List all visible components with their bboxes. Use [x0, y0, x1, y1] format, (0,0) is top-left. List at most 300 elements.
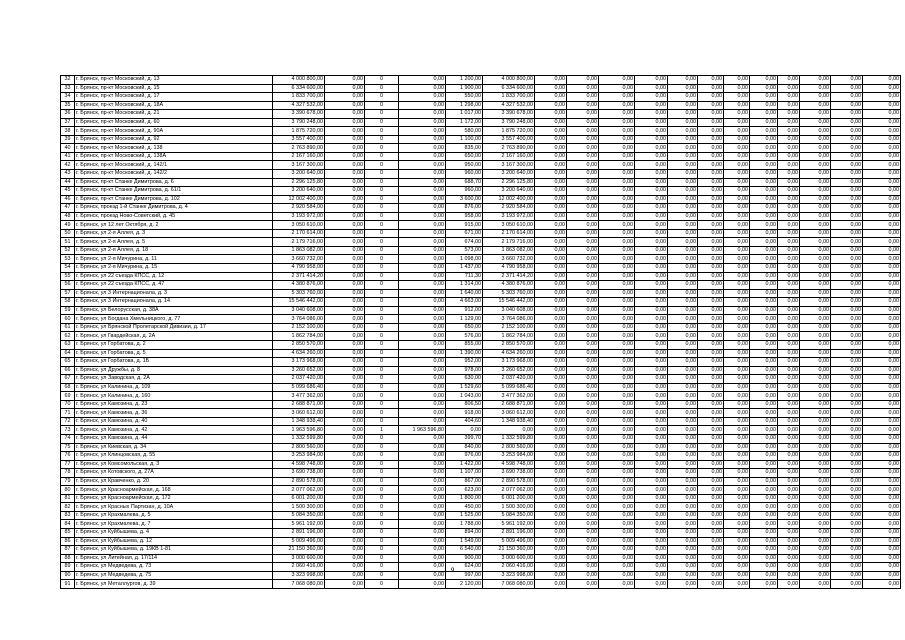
- cell-zero: 0,00: [863, 152, 901, 161]
- cell-c6: 1 437,00: [446, 264, 483, 273]
- cell-zero: 0,00: [724, 580, 750, 589]
- cell-zero: 0,00: [750, 375, 778, 384]
- cell-c7: 2 800 560,00: [483, 443, 535, 452]
- cell-c4: 0: [365, 110, 399, 119]
- cell-total: 3 000 600,00: [273, 554, 325, 563]
- cell-zero: 0,00: [831, 101, 863, 110]
- cell-zero: 0,00: [724, 400, 750, 409]
- cell-zero: 0,00: [724, 110, 750, 119]
- cell-c7: 3 323 998,00: [483, 571, 535, 580]
- cell-zero: 0,00: [599, 204, 635, 213]
- cell-zero: 0,00: [668, 563, 698, 572]
- table-row: [61, 417, 901, 426]
- cell-zero: 0,00: [535, 238, 567, 247]
- cell-c4: 0: [365, 400, 399, 409]
- cell-c7: 1 348 938,40: [483, 417, 535, 426]
- cell-c6: 1 100,00: [446, 135, 483, 144]
- cell-zero: 0,00: [863, 580, 901, 589]
- cell-c5: 1 963 596,80: [399, 426, 446, 435]
- cell-zero: 0,00: [698, 452, 724, 461]
- cell-c5: 0,00: [399, 289, 446, 298]
- cell-zero: 0,00: [831, 486, 863, 495]
- cell-zero: 0,00: [724, 528, 750, 537]
- cell-zero: 0,00: [599, 358, 635, 367]
- cell-total: 1 963 596,80: [273, 426, 325, 435]
- cell-zero: 0,00: [635, 332, 668, 341]
- cell-zero: 0,00: [698, 486, 724, 495]
- cell-c7: 1 862 784,00: [483, 332, 535, 341]
- cell-c3: 0,00: [325, 469, 365, 478]
- cell-addr: г. Брянск, ул Камозина, д. 36: [75, 409, 273, 418]
- cell-total: 4 598 748,00: [273, 460, 325, 469]
- cell-zero: 0,00: [635, 76, 668, 85]
- cell-zero: 0,00: [724, 434, 750, 443]
- cell-c6: 978,00: [446, 366, 483, 375]
- cell-zero: 0,00: [599, 238, 635, 247]
- cell-zero: 0,00: [863, 486, 901, 495]
- cell-c4: 0: [365, 238, 399, 247]
- cell-total: 2 890 578,00: [273, 477, 325, 486]
- cell-total: 15 546 442,00: [273, 298, 325, 307]
- cell-zero: 0,00: [778, 238, 800, 247]
- cell-zero: 0,00: [635, 93, 668, 102]
- cell-zero: 0,00: [800, 443, 831, 452]
- cell-zero: 0,00: [800, 400, 831, 409]
- cell-c4: 0: [365, 178, 399, 187]
- cell-c6: 630,00: [446, 375, 483, 384]
- cell-zero: 0,00: [800, 340, 831, 349]
- cell-zero: 0,00: [698, 135, 724, 144]
- cell-total: 3 040 608,00: [273, 306, 325, 315]
- cell-c4: 0: [365, 246, 399, 255]
- cell-c4: 0: [365, 144, 399, 153]
- cell-zero: 0,00: [800, 375, 831, 384]
- cell-zero: 0,00: [698, 289, 724, 298]
- cell-c6: 623,00: [446, 486, 483, 495]
- cell-zero: 0,00: [831, 281, 863, 290]
- cell-zero: 0,00: [668, 571, 698, 580]
- cell-total: 2 170 614,00: [273, 229, 325, 238]
- cell-c4: 0: [365, 443, 399, 452]
- cell-zero: 0,00: [800, 426, 831, 435]
- cell-zero: 0,00: [750, 332, 778, 341]
- cell-c7: 3 260 652,00: [483, 366, 535, 375]
- cell-c6: 688,70: [446, 178, 483, 187]
- cell-zero: 0,00: [535, 101, 567, 110]
- table-row: [61, 340, 901, 349]
- cell-zero: 0,00: [800, 93, 831, 102]
- table-row: [61, 187, 901, 196]
- table-row: [61, 281, 901, 290]
- cell-zero: 0,00: [698, 127, 724, 136]
- cell-c7: 1 875 720,00: [483, 127, 535, 136]
- cell-zero: 0,00: [750, 554, 778, 563]
- cell-c4: 0: [365, 486, 399, 495]
- table-row: [61, 161, 901, 170]
- table-body: [61, 76, 901, 589]
- cell-zero: 0,00: [800, 477, 831, 486]
- table-row: [61, 229, 901, 238]
- cell-c3: 0,00: [325, 238, 365, 247]
- cell-zero: 0,00: [750, 255, 778, 264]
- cell-zero: 0,00: [567, 528, 599, 537]
- cell-zero: 0,00: [599, 332, 635, 341]
- cell-addr: г. Брянск, ул 2-я Мичурина, д. 11: [75, 255, 273, 264]
- cell-zero: 0,00: [599, 426, 635, 435]
- cell-zero: 0,00: [831, 563, 863, 572]
- cell-zero: 0,00: [599, 580, 635, 589]
- cell-zero: 0,00: [599, 392, 635, 401]
- cell-zero: 0,00: [724, 460, 750, 469]
- buildings-table: [60, 75, 901, 589]
- cell-c7: 1 833 700,00: [483, 93, 535, 102]
- cell-zero: 0,00: [635, 366, 668, 375]
- cell-zero: 0,00: [778, 460, 800, 469]
- cell-n: 76: [61, 452, 75, 461]
- cell-zero: 0,00: [863, 460, 901, 469]
- cell-zero: 0,00: [800, 332, 831, 341]
- cell-zero: 0,00: [831, 289, 863, 298]
- cell-total: 3 477 362,00: [273, 392, 325, 401]
- cell-zero: 0,00: [750, 443, 778, 452]
- cell-zero: 0,00: [831, 118, 863, 127]
- cell-zero: 0,00: [778, 204, 800, 213]
- cell-zero: 0,00: [668, 84, 698, 93]
- cell-zero: 0,00: [750, 204, 778, 213]
- cell-n: 71: [61, 409, 75, 418]
- cell-zero: 0,00: [668, 460, 698, 469]
- cell-n: 67: [61, 375, 75, 384]
- cell-zero: 0,00: [535, 323, 567, 332]
- cell-c3: 0,00: [325, 571, 365, 580]
- cell-zero: 0,00: [668, 417, 698, 426]
- cell-zero: 0,00: [831, 383, 863, 392]
- cell-zero: 0,00: [750, 434, 778, 443]
- cell-zero: 0,00: [535, 255, 567, 264]
- cell-zero: 0,00: [635, 563, 668, 572]
- cell-zero: 0,00: [800, 110, 831, 119]
- cell-zero: 0,00: [831, 358, 863, 367]
- cell-c6: 912,00: [446, 306, 483, 315]
- cell-zero: 0,00: [724, 93, 750, 102]
- cell-zero: 0,00: [535, 460, 567, 469]
- cell-zero: 0,00: [668, 340, 698, 349]
- cell-c7: 4 634 260,00: [483, 349, 535, 358]
- cell-zero: 0,00: [599, 409, 635, 418]
- cell-total: 3 323 998,00: [273, 571, 325, 580]
- cell-zero: 0,00: [750, 366, 778, 375]
- cell-zero: 0,00: [599, 289, 635, 298]
- cell-zero: 0,00: [567, 264, 599, 273]
- cell-c5: 0,00: [399, 460, 446, 469]
- table-row: [61, 135, 901, 144]
- cell-total: 2 800 560,00: [273, 443, 325, 452]
- cell-zero: 0,00: [831, 571, 863, 580]
- cell-c5: 0,00: [399, 571, 446, 580]
- cell-c4: 0: [365, 212, 399, 221]
- cell-zero: 0,00: [724, 127, 750, 136]
- cell-c7: 4 598 748,00: [483, 460, 535, 469]
- cell-c7: 2 179 716,00: [483, 238, 535, 247]
- cell-zero: 0,00: [750, 417, 778, 426]
- cell-zero: 0,00: [831, 511, 863, 520]
- cell-addr: г. Брянск, ул Брянской Пролетарской Дивизии, д. 17: [75, 323, 273, 332]
- cell-n: 53: [61, 255, 75, 264]
- cell-zero: 0,00: [635, 477, 668, 486]
- cell-zero: 0,00: [778, 118, 800, 127]
- cell-addr: г. Брянск, пр-кт Станке Димитрова, д. 102: [75, 195, 273, 204]
- table-row: [61, 315, 901, 324]
- cell-c4: 0: [365, 76, 399, 85]
- cell-zero: 0,00: [668, 426, 698, 435]
- cell-addr: г. Брянск, пр-кт Московский, д. 17: [75, 93, 273, 102]
- cell-c6: 876,00: [446, 204, 483, 213]
- table-row: [61, 101, 901, 110]
- cell-zero: 0,00: [724, 144, 750, 153]
- cell-total: 5 303 760,00: [273, 289, 325, 298]
- cell-c4: 0: [365, 469, 399, 478]
- cell-c7: 2 296 125,80: [483, 178, 535, 187]
- cell-total: 3 200 640,00: [273, 187, 325, 196]
- cell-zero: 0,00: [698, 272, 724, 281]
- cell-zero: 0,00: [750, 571, 778, 580]
- table-row: [61, 580, 901, 589]
- cell-addr: г. Брянск, ул 2-я Мичурина, д. 15: [75, 264, 273, 273]
- cell-c7: 1 332 599,80: [483, 434, 535, 443]
- cell-zero: 0,00: [800, 383, 831, 392]
- cell-zero: 0,00: [863, 409, 901, 418]
- cell-c5: 0,00: [399, 477, 446, 486]
- cell-n: 57: [61, 289, 75, 298]
- cell-zero: 0,00: [535, 178, 567, 187]
- cell-total: 3 193 972,00: [273, 212, 325, 221]
- cell-zero: 0,00: [800, 144, 831, 153]
- cell-zero: 0,00: [535, 452, 567, 461]
- cell-zero: 0,00: [599, 195, 635, 204]
- cell-addr: г. Брянск, ул 22 съезда КПСС, д. 12: [75, 272, 273, 281]
- cell-zero: 0,00: [750, 392, 778, 401]
- cell-zero: 0,00: [750, 289, 778, 298]
- cell-zero: 0,00: [698, 511, 724, 520]
- table-row: [61, 323, 901, 332]
- cell-zero: 0,00: [698, 298, 724, 307]
- cell-zero: 0,00: [778, 366, 800, 375]
- cell-zero: 0,00: [800, 246, 831, 255]
- cell-zero: 0,00: [635, 426, 668, 435]
- cell-c4: 0: [365, 93, 399, 102]
- cell-zero: 0,00: [535, 289, 567, 298]
- cell-zero: 0,00: [724, 383, 750, 392]
- cell-zero: 0,00: [778, 110, 800, 119]
- cell-zero: 0,00: [698, 315, 724, 324]
- cell-addr: г. Брянск, пр-кт Московский, д. 142/1: [75, 161, 273, 170]
- cell-zero: 0,00: [698, 212, 724, 221]
- cell-zero: 0,00: [567, 409, 599, 418]
- cell-n: 39: [61, 135, 75, 144]
- cell-zero: 0,00: [635, 503, 668, 512]
- cell-n: 35: [61, 101, 75, 110]
- table-row: [61, 289, 901, 298]
- cell-n: 46: [61, 195, 75, 204]
- cell-c7: 3 050 610,00: [483, 221, 535, 230]
- cell-zero: 0,00: [778, 434, 800, 443]
- cell-n: 83: [61, 511, 75, 520]
- cell-c5: 0,00: [399, 84, 446, 93]
- cell-zero: 0,00: [831, 443, 863, 452]
- cell-addr: г. Брянск, ул Медведева, д. 73: [75, 563, 273, 572]
- cell-zero: 0,00: [535, 84, 567, 93]
- cell-zero: 0,00: [778, 315, 800, 324]
- cell-addr: г. Брянск, ул 2-я Аллея, д. 18: [75, 246, 273, 255]
- cell-zero: 0,00: [724, 212, 750, 221]
- cell-c3: 0,00: [325, 443, 365, 452]
- cell-zero: 0,00: [750, 170, 778, 179]
- cell-zero: 0,00: [831, 246, 863, 255]
- cell-zero: 0,00: [863, 161, 901, 170]
- cell-zero: 0,00: [599, 340, 635, 349]
- cell-n: 65: [61, 358, 75, 367]
- cell-c5: 0,00: [399, 486, 446, 495]
- cell-zero: 0,00: [800, 434, 831, 443]
- cell-zero: 0,00: [535, 477, 567, 486]
- cell-zero: 0,00: [800, 306, 831, 315]
- cell-zero: 0,00: [778, 323, 800, 332]
- cell-c6: 450,00: [446, 503, 483, 512]
- cell-addr: г. Брянск, ул Крахмалева, д. 5: [75, 511, 273, 520]
- table-row: [61, 118, 901, 127]
- cell-zero: 0,00: [668, 170, 698, 179]
- cell-zero: 0,00: [698, 528, 724, 537]
- cell-n: 44: [61, 178, 75, 187]
- cell-zero: 0,00: [635, 289, 668, 298]
- cell-zero: 0,00: [778, 375, 800, 384]
- cell-zero: 0,00: [668, 580, 698, 589]
- table-row: [61, 528, 901, 537]
- cell-zero: 0,00: [698, 161, 724, 170]
- cell-zero: 0,00: [668, 323, 698, 332]
- cell-c5: 0,00: [399, 400, 446, 409]
- cell-c5: 0,00: [399, 264, 446, 273]
- cell-zero: 0,00: [750, 494, 778, 503]
- cell-zero: 0,00: [800, 264, 831, 273]
- cell-c7: 3 167 300,00: [483, 161, 535, 170]
- cell-zero: 0,00: [778, 358, 800, 367]
- cell-addr: г. Брянск, ул 2-я Аллея, д. 5: [75, 238, 273, 247]
- cell-zero: 0,00: [535, 554, 567, 563]
- cell-zero: 0,00: [724, 494, 750, 503]
- cell-zero: 0,00: [800, 358, 831, 367]
- cell-addr: г. Брянск, пр-кт Московский, д. 138А: [75, 152, 273, 161]
- cell-c4: 0: [365, 152, 399, 161]
- cell-total: 1 332 599,80: [273, 434, 325, 443]
- cell-zero: 0,00: [668, 409, 698, 418]
- cell-zero: 0,00: [668, 528, 698, 537]
- cell-zero: 0,00: [668, 264, 698, 273]
- cell-total: 5 009 496,00: [273, 537, 325, 546]
- table-row: [61, 383, 901, 392]
- cell-c6: 806,50: [446, 400, 483, 409]
- cell-zero: 0,00: [698, 434, 724, 443]
- cell-zero: 0,00: [698, 76, 724, 85]
- cell-zero: 0,00: [599, 452, 635, 461]
- cell-zero: 0,00: [800, 281, 831, 290]
- cell-c5: 0,00: [399, 221, 446, 230]
- cell-c5: 0,00: [399, 152, 446, 161]
- cell-zero: 0,00: [635, 537, 668, 546]
- cell-zero: 0,00: [535, 212, 567, 221]
- cell-zero: 0,00: [800, 212, 831, 221]
- cell-c7: 3 477 362,00: [483, 392, 535, 401]
- cell-addr: г. Брянск, ул Белорусская, д. 38А: [75, 306, 273, 315]
- cell-n: 69: [61, 392, 75, 401]
- cell-c6: 1 529,60: [446, 383, 483, 392]
- cell-c4: 0: [365, 332, 399, 341]
- cell-c7: 3 193 972,00: [483, 212, 535, 221]
- cell-addr: г. Брянск, проезд 1-й Станке Димитрова, д. 4: [75, 204, 273, 213]
- cell-n: 62: [61, 332, 75, 341]
- cell-n: 64: [61, 349, 75, 358]
- cell-zero: 0,00: [599, 460, 635, 469]
- cell-zero: 0,00: [668, 221, 698, 230]
- cell-zero: 0,00: [750, 580, 778, 589]
- cell-c6: 960,00: [446, 187, 483, 196]
- cell-addr: г. Брянск, ул Кравченко, д. 20: [75, 477, 273, 486]
- cell-c6: 960,00: [446, 170, 483, 179]
- cell-total: 4 634 260,00: [273, 349, 325, 358]
- cell-zero: 0,00: [668, 400, 698, 409]
- cell-c3: 0,00: [325, 281, 365, 290]
- cell-zero: 0,00: [778, 255, 800, 264]
- cell-c4: 0: [365, 563, 399, 572]
- cell-zero: 0,00: [831, 238, 863, 247]
- table-row: [61, 127, 901, 136]
- cell-c6: 2 120,00: [446, 580, 483, 589]
- cell-c7: 21 150 360,00: [483, 546, 535, 555]
- cell-n: 33: [61, 84, 75, 93]
- cell-zero: 0,00: [567, 580, 599, 589]
- cell-zero: 0,00: [750, 76, 778, 85]
- cell-c5: 0,00: [399, 452, 446, 461]
- table-row: [61, 375, 901, 384]
- cell-zero: 0,00: [698, 323, 724, 332]
- cell-c5: 0,00: [399, 118, 446, 127]
- cell-zero: 0,00: [863, 375, 901, 384]
- cell-zero: 0,00: [698, 426, 724, 435]
- cell-zero: 0,00: [567, 469, 599, 478]
- cell-addr: г. Брянск, ул Медведева, д. 75: [75, 571, 273, 580]
- cell-c3: 0,00: [325, 358, 365, 367]
- cell-total: 5 084 350,00: [273, 511, 325, 520]
- cell-zero: 0,00: [599, 400, 635, 409]
- cell-c3: 0,00: [325, 118, 365, 127]
- cell-total: 21 150 360,00: [273, 546, 325, 555]
- cell-total: 2 296 125,80: [273, 178, 325, 187]
- cell-zero: 0,00: [535, 170, 567, 179]
- cell-zero: 0,00: [599, 298, 635, 307]
- table-row: [61, 272, 901, 281]
- cell-zero: 0,00: [750, 511, 778, 520]
- cell-zero: 0,00: [567, 110, 599, 119]
- cell-total: 2 763 890,00: [273, 144, 325, 153]
- cell-zero: 0,00: [567, 366, 599, 375]
- cell-total: 12 002 400,00: [273, 195, 325, 204]
- cell-zero: 0,00: [863, 170, 901, 179]
- cell-zero: 0,00: [635, 281, 668, 290]
- cell-zero: 0,00: [635, 315, 668, 324]
- cell-c5: 0,00: [399, 101, 446, 110]
- cell-c7: 3 764 086,00: [483, 315, 535, 324]
- cell-c3: 0,00: [325, 135, 365, 144]
